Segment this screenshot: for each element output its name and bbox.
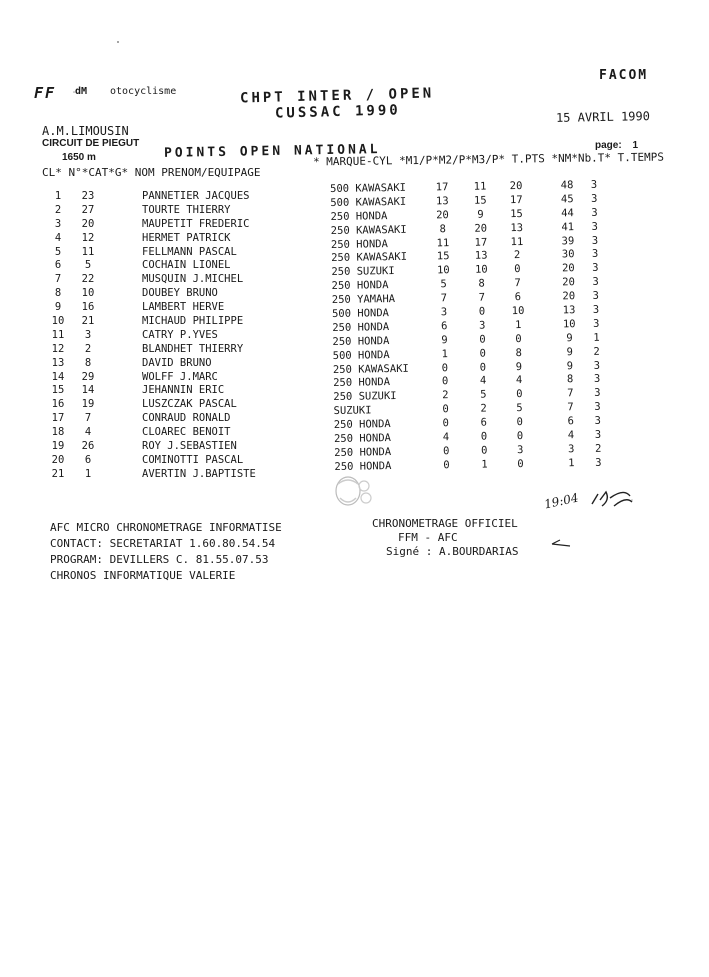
result-name: PANNETIER JACQUES (142, 190, 250, 202)
result-position: 20 (51, 453, 65, 466)
result-m1: 17 (435, 181, 449, 194)
result-marque: 250 HONDA (332, 334, 390, 348)
result-number: 4 (84, 426, 92, 439)
result-row-rider (46, 273, 306, 287)
circuit-name: CIRCUIT DE PIEGUT (42, 138, 140, 149)
result-name: FELLMANN PASCAL (142, 245, 237, 258)
result-name: AVERTIN J.BAPTISTE (142, 467, 256, 480)
result-name: CONRAUD RONALD (142, 412, 231, 425)
result-m1: 0 (443, 458, 450, 472)
result-m2: 17 (474, 236, 488, 249)
result-m1: 20 (436, 208, 449, 222)
result-position: 5 (54, 245, 62, 258)
result-m2: 11 (473, 180, 487, 193)
result-laps: 3 (591, 248, 599, 261)
result-name: HERMET PATRICK (142, 231, 231, 244)
result-name: CLOAREC BENOIT (142, 426, 231, 439)
result-marque: 250 SUZUKI (331, 265, 395, 279)
result-m3: 17 (509, 193, 523, 207)
result-m1: 0 (442, 417, 450, 430)
result-row-rider (46, 384, 306, 398)
result-name: ROY J.SEBASTIEN (142, 440, 237, 453)
result-m3: 6 (514, 291, 522, 304)
result-total-points: 13 (562, 304, 576, 317)
result-row-rider (46, 371, 306, 385)
result-total-points: 20 (562, 276, 576, 289)
result-m3: 0 (516, 430, 524, 443)
result-laps: 3 (591, 234, 599, 247)
result-position: 18 (51, 426, 65, 439)
result-m3: 0 (516, 388, 523, 401)
result-marque: 250 KAWASAKI (331, 251, 408, 265)
result-total-points: 10 (562, 318, 576, 331)
result-m3: 15 (510, 207, 523, 220)
result-number: 8 (84, 356, 92, 369)
result-laps: 1 (593, 331, 600, 344)
result-laps: 3 (591, 220, 598, 233)
result-position: 13 (51, 356, 65, 369)
result-name: DAVID BRUNO (142, 356, 212, 369)
result-number: 2 (84, 342, 92, 355)
result-name: COCHAIN LIONEL (142, 259, 231, 272)
result-number: 5 (84, 259, 92, 272)
result-m2: 5 (480, 388, 487, 402)
event-title: CHPT INTER / OPEN (239, 85, 435, 107)
result-m3: 20 (509, 179, 523, 193)
result-number: 20 (81, 217, 95, 230)
result-m2: 0 (479, 361, 487, 374)
footer-official (372, 517, 518, 559)
result-marque: 500 HONDA (332, 348, 390, 362)
result-position: 10 (51, 315, 65, 328)
result-m2: 0 (478, 305, 486, 318)
result-total-points: 48 (560, 179, 574, 192)
result-number: 29 (81, 370, 95, 383)
column-header-right: * MARQUE-CYL *M1/P*M2/P*M3/P* T.PTS *NM*Nb.T* T.TEMPS (312, 150, 665, 169)
result-m2: 6 (480, 416, 488, 429)
result-laps: 3 (594, 387, 601, 400)
result-name: MICHAUD PHILIPPE (142, 315, 244, 328)
result-number: 19 (81, 398, 95, 411)
result-position: 3 (54, 217, 62, 230)
result-position: 2 (54, 203, 62, 216)
result-laps: 3 (592, 317, 600, 330)
result-row-rider (46, 454, 306, 468)
result-row-rider (46, 357, 306, 371)
result-row-rider (46, 440, 306, 454)
result-name: COMINOTTI PASCAL (142, 453, 244, 466)
result-m1: 1 (441, 347, 448, 360)
result-position: 12 (51, 342, 65, 355)
result-m1: 15 (436, 250, 450, 263)
result-position: 6 (54, 259, 62, 272)
official-timing: CHRONOMETRAGE OFFICIEL (372, 517, 518, 530)
footer-chronos: CHRONOS INFORMATIQUE VALERIE (50, 569, 236, 582)
footer-contact: CONTACT: SECRETARIAT 1.60.80.54.54 (50, 537, 276, 550)
result-number: 3 (84, 328, 92, 341)
result-position: 7 (54, 273, 62, 286)
result-row-rider (46, 232, 306, 246)
official-federation: FFM - AFC (398, 531, 458, 544)
result-total-points: 8 (566, 373, 574, 386)
result-number: 11 (81, 245, 95, 258)
result-row-rider (46, 259, 306, 273)
result-m3: 0 (515, 332, 522, 345)
result-m2: 0 (480, 430, 488, 443)
result-number: 16 (81, 301, 95, 314)
result-total-points: 30 (561, 248, 575, 261)
result-number: 26 (81, 440, 95, 453)
result-laps: 3 (590, 178, 598, 191)
footer-timing-info (50, 520, 282, 584)
result-total-points: 1 (568, 457, 575, 470)
stamp-logo (330, 474, 376, 508)
result-position: 19 (51, 440, 65, 453)
result-laps: 2 (594, 442, 602, 455)
result-marque: 250 HONDA (334, 445, 392, 459)
result-m1: 8 (439, 222, 446, 235)
result-total-points: 45 (560, 193, 574, 206)
result-position: 9 (54, 301, 62, 314)
page-label: page: (595, 140, 622, 151)
result-m1: 0 (442, 445, 450, 458)
result-name: MUSQUIN J.MICHEL (142, 273, 244, 286)
sponsor-logo: FACOM (599, 68, 649, 83)
event-location: CUSSAC 1990 (274, 102, 401, 122)
result-m1: 2 (442, 389, 449, 402)
result-number: 12 (81, 231, 95, 244)
result-marque: SUZUKI (333, 404, 372, 418)
result-laps: 3 (592, 262, 599, 275)
result-laps: 3 (594, 428, 602, 441)
result-row-rider (46, 329, 306, 343)
result-m3: 2 (513, 249, 521, 262)
result-m3: 0 (514, 263, 521, 276)
result-m2: 20 (474, 222, 488, 235)
handwritten-time: 19:04 (542, 490, 580, 512)
page-number: 1 (632, 140, 639, 151)
result-name: WOLFF J.MARC (142, 370, 218, 383)
result-position: 14 (51, 370, 65, 383)
result-total-points: 7 (567, 401, 574, 414)
result-number: 6 (84, 453, 92, 466)
result-marque: 250 KAWASAKI (332, 362, 409, 376)
result-name: JEHANNIN ERIC (142, 384, 225, 397)
result-name: TOURTE THIERRY (142, 203, 231, 216)
result-number: 7 (84, 412, 92, 425)
result-name: DOUBEY BRUNO (142, 287, 218, 300)
result-name: CATRY P.YVES (142, 328, 218, 341)
result-total-points: 39 (561, 234, 575, 247)
result-m2: 13 (474, 249, 488, 263)
result-m1: 13 (435, 195, 449, 208)
result-number: 22 (81, 273, 95, 286)
result-m3: 9 (515, 360, 523, 373)
result-m3: 0 (517, 457, 524, 470)
result-m1: 7 (440, 292, 448, 305)
result-m2: 0 (479, 333, 486, 346)
result-marque: 250 SUZUKI (333, 390, 397, 404)
result-total-points: 7 (567, 387, 574, 400)
result-marque: 250 HONDA (333, 418, 391, 432)
result-row-rider (46, 218, 306, 232)
result-m1: 0 (442, 403, 449, 416)
result-total-points: 6 (567, 415, 575, 428)
result-row-rider (46, 287, 306, 301)
federation-name: otocyclisme (110, 86, 177, 97)
result-number: 14 (81, 384, 95, 397)
result-m2: 3 (478, 319, 486, 332)
result-number: 1 (84, 467, 92, 480)
result-m1: 3 (440, 306, 448, 319)
result-m2: 9 (477, 208, 484, 221)
result-marque: 250 HONDA (333, 376, 391, 390)
result-row-rider (46, 426, 306, 440)
result-row-rider (46, 343, 306, 357)
page-indicator (595, 140, 638, 151)
result-m3: 11 (510, 235, 524, 248)
result-row-rider (46, 246, 306, 260)
result-name: LUSZCZAK PASCAL (142, 398, 237, 411)
result-m2: 4 (479, 375, 487, 388)
result-m3: 7 (514, 277, 521, 290)
result-total-points: 9 (566, 332, 573, 345)
result-laps: 3 (594, 414, 602, 428)
result-row-rider (46, 315, 306, 329)
result-total-points: 20 (561, 262, 575, 275)
federation-logo-sub: dM (75, 86, 88, 97)
signature-mark (540, 486, 640, 550)
result-marque: 500 KAWASAKI (330, 195, 407, 209)
result-row-rider (46, 468, 306, 482)
result-number: 23 (81, 190, 95, 202)
result-number: 10 (81, 287, 95, 300)
result-m3: 0 (516, 416, 524, 429)
result-total-points: 4 (567, 429, 575, 442)
result-marque: 250 YAMAHA (331, 293, 396, 307)
result-position: 17 (51, 412, 65, 425)
result-row-rider (46, 301, 306, 315)
result-m3: 3 (516, 443, 524, 457)
results-riders (46, 190, 306, 482)
result-marque: 250 HONDA (330, 237, 388, 251)
result-position: 11 (51, 328, 65, 341)
result-m3: 10 (511, 304, 525, 318)
result-m1: 0 (441, 375, 449, 388)
result-m3: 4 (515, 374, 523, 387)
result-m2: 2 (480, 402, 487, 415)
result-name: LAMBERT HERVE (142, 301, 225, 314)
result-total-points: 41 (561, 220, 575, 234)
result-m1: 5 (440, 278, 447, 291)
result-m1: 4 (442, 431, 450, 444)
result-laps: 3 (593, 373, 601, 386)
result-position: 16 (51, 398, 65, 411)
result-marque: 250 HONDA (334, 459, 392, 473)
result-m2: 0 (480, 444, 488, 457)
result-marque: 250 HONDA (332, 320, 390, 334)
result-total-points: 20 (562, 290, 576, 303)
results-points (330, 178, 625, 474)
organizer: A.M.LIMOUSIN (42, 124, 129, 138)
footer-program: PROGRAM: DEVILLERS C. 81.55.07.53 (50, 553, 269, 566)
result-number: 27 (81, 203, 95, 216)
result-m1: 0 (441, 361, 449, 374)
result-marque: 250 HONDA (330, 209, 388, 223)
result-number: 21 (81, 315, 95, 328)
result-laps: 3 (591, 192, 598, 205)
result-m3: 8 (515, 346, 522, 359)
page-subtitle: POINTS OPEN NATIONAL (163, 142, 381, 161)
result-laps: 3 (592, 303, 600, 316)
result-row-rider (46, 398, 306, 412)
result-position: 15 (51, 384, 65, 397)
result-position: 21 (51, 467, 65, 480)
result-m1: 6 (440, 320, 448, 333)
result-laps: 3 (592, 289, 600, 303)
result-row-rider (46, 190, 306, 204)
result-laps: 3 (591, 206, 598, 219)
result-name: BLANDHET THIERRY (142, 342, 244, 355)
result-total-points: 3 (567, 443, 575, 456)
result-laps: 3 (595, 456, 602, 469)
footer-company: AFC MICRO CHRONOMETRAGE INFORMATISE (50, 521, 282, 534)
result-laps: 2 (593, 345, 600, 358)
result-marque: 500 HONDA (331, 307, 390, 320)
result-m3: 1 (514, 318, 522, 332)
result-m2: 0 (479, 347, 486, 360)
result-total-points: 9 (566, 359, 574, 372)
result-m3: 5 (516, 402, 523, 415)
result-m1: 11 (436, 236, 450, 249)
result-marque: 250 HONDA (331, 279, 389, 293)
column-header-left: CL* N°*CAT*G* NOM PRENOM/EQUIPAGE (42, 166, 261, 179)
result-row-rider (46, 204, 306, 218)
result-m2: 15 (473, 194, 487, 207)
result-row-rider (46, 412, 306, 426)
result-m3: 13 (510, 221, 524, 234)
result-m2: 10 (474, 263, 488, 277)
official-signature: Signé : A.BOURDARIAS (386, 545, 519, 558)
result-laps: 3 (593, 359, 601, 372)
result-marque: 250 HONDA (333, 432, 392, 445)
result-laps: 3 (592, 276, 599, 289)
result-laps: 3 (594, 401, 601, 414)
result-marque: 500 KAWASAKI (330, 181, 407, 195)
result-position: 8 (54, 287, 62, 300)
result-position: 4 (54, 231, 62, 244)
result-m2: 1 (481, 458, 488, 471)
event-date: 15 AVRIL 1990 (555, 109, 651, 125)
federation-logo: FF (34, 84, 57, 102)
result-m1: 10 (436, 264, 450, 277)
result-total-points: 9 (566, 345, 573, 358)
result-m2: 8 (478, 277, 485, 290)
result-total-points: 44 (561, 206, 574, 220)
result-m1: 9 (441, 333, 448, 347)
result-marque: 250 KAWASAKI (330, 223, 407, 237)
result-m2: 7 (478, 291, 486, 304)
circuit-length: 1650 m (62, 152, 96, 163)
result-position: 1 (54, 190, 62, 202)
result-name: MAUPETIT FREDERIC (142, 217, 250, 230)
